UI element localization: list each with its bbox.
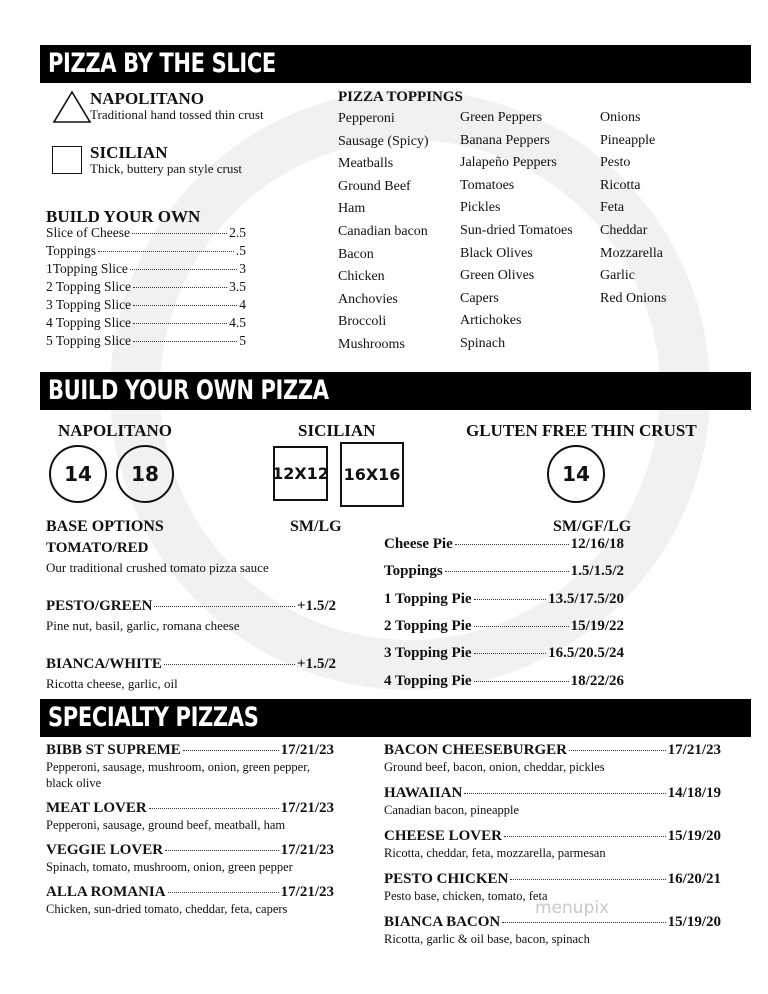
topping-item: Pepperoni	[338, 111, 395, 126]
square-icon	[52, 146, 82, 174]
base-desc: Ricotta cheese, garlic, oil	[46, 676, 178, 691]
specialty-name-row	[46, 884, 334, 901]
dot-leader	[445, 571, 569, 572]
toppings-column	[460, 107, 573, 356]
dot-leader	[510, 879, 665, 880]
triangle-icon	[52, 90, 92, 124]
item-price: 3	[239, 261, 246, 276]
item-price: 18/22/26	[570, 672, 624, 689]
specialty-name-row	[46, 800, 334, 817]
dot-leader	[133, 323, 227, 324]
item-price: 16/20/21	[667, 871, 721, 887]
item-price: 17/21/23	[667, 742, 721, 758]
build-item	[46, 279, 246, 295]
pie-price-row	[384, 618, 624, 635]
item-price: 12/16/18	[570, 536, 624, 552]
specialty-left-column	[46, 742, 334, 917]
specialty-item	[46, 742, 334, 791]
topping-item: Spinach	[460, 335, 506, 351]
base-sizes-heading: SM/LG	[290, 518, 342, 535]
sicilian-size-label: SICILIAN	[298, 421, 376, 440]
item-name: MEAT LOVER	[46, 800, 147, 816]
topping-item: Pesto	[600, 155, 631, 171]
sicilian-label: SICILIAN	[90, 143, 168, 162]
dot-leader	[474, 626, 569, 627]
dot-leader	[504, 836, 666, 837]
topping-item: Ground Beef	[338, 178, 411, 194]
item-price: +1.5/2	[297, 598, 336, 614]
build-item	[46, 261, 246, 277]
specialty-desc: Pepperoni, sausage, mushroom, onion, green pepper, black olive	[46, 760, 311, 790]
pie-price-row	[384, 673, 624, 690]
topping-item: Meatballs	[338, 156, 394, 172]
item-price: 16.5/20.5/24	[548, 645, 624, 662]
dot-leader	[168, 892, 279, 893]
pie-price-row	[384, 563, 624, 580]
specialty-item	[384, 785, 721, 818]
size-16x16-square: 16X16	[340, 442, 404, 507]
watermark-text: menupix	[535, 898, 610, 918]
base-option	[46, 656, 336, 673]
item-name: Cheese Pie	[384, 536, 453, 552]
specialty-item	[384, 828, 721, 861]
topping-item: Tomatoes	[460, 177, 515, 193]
topping-item: Red Onions	[600, 290, 667, 306]
specialty-desc: Pepperoni, sausage, ground beef, meatball, ham	[46, 818, 286, 832]
build-item	[46, 243, 246, 259]
item-price: 2.5	[229, 225, 246, 240]
size-12x12-square: 12X12	[273, 446, 328, 501]
napolitano-size-label: NAPOLITANO	[58, 421, 172, 440]
item-price: 4.5	[229, 315, 246, 330]
specialty-desc: Ricotta, cheddar, feta, mozzarella, parmesan	[384, 846, 606, 860]
toppings-heading: PIZZA TOPPINGS	[338, 89, 463, 105]
build-item	[46, 225, 246, 241]
item-price: .5	[235, 243, 246, 258]
item-name: BIANCA BACON	[384, 914, 501, 930]
item-price: 15/19/20	[667, 914, 721, 930]
specialty-name-row	[384, 742, 721, 759]
dot-leader	[455, 544, 569, 545]
topping-item: Green Peppers	[460, 110, 543, 125]
toppings-column	[338, 108, 429, 357]
item-price: 1.5/1.5/2	[570, 563, 624, 580]
build-item	[46, 297, 246, 313]
item-name: 4 Topping Pie	[384, 672, 472, 689]
specialty-desc: Pesto base, chicken, tomato, feta	[384, 889, 548, 903]
topping-item: Sun-dried Tomatoes	[460, 222, 573, 238]
topping-item: Green Olives	[460, 268, 535, 284]
topping-item: Bacon	[338, 246, 374, 262]
gf-size-14-circle: 14	[547, 445, 605, 503]
dot-leader	[130, 269, 237, 270]
build-item	[46, 315, 246, 331]
topping-item: Ricotta	[600, 177, 641, 193]
dot-leader	[133, 287, 227, 288]
dot-leader	[502, 922, 665, 923]
dot-leader	[133, 341, 237, 342]
specialty-name-row	[384, 828, 721, 845]
specialty-name-row	[46, 842, 334, 859]
item-name: VEGGIE LOVER	[46, 842, 164, 858]
dot-leader	[183, 750, 279, 751]
topping-item: Chicken	[338, 269, 385, 285]
specialty-item	[384, 914, 721, 947]
dot-leader	[98, 251, 234, 252]
topping-item: Cheddar	[600, 222, 648, 238]
item-price: +1.5/2	[297, 656, 336, 672]
topping-item: Jalapeño Peppers	[460, 155, 557, 171]
item-name: 3 Topping Slice	[46, 297, 132, 312]
pie-price-row	[384, 645, 624, 662]
item-name: PESTO/GREEN	[46, 598, 153, 614]
topping-item: Broccoli	[338, 314, 387, 330]
specialty-desc: Ground beef, bacon, onion, cheddar, pickles	[384, 760, 605, 774]
item-price: 17/21/23	[280, 800, 334, 816]
item-name: PESTO CHICKEN	[384, 871, 509, 887]
specialty-item	[384, 742, 721, 775]
item-price: 15/19/20	[667, 828, 721, 844]
topping-item: Mushrooms	[338, 336, 405, 352]
topping-item: Ham	[338, 201, 366, 217]
gluten-free-label: GLUTEN FREE THIN CRUST	[466, 421, 697, 440]
item-name: CHEESE LOVER	[384, 828, 502, 844]
topping-item: Canadian bacon	[338, 223, 428, 239]
size-14-circle: 14	[49, 445, 107, 503]
dot-leader	[474, 681, 569, 682]
section-header-specialty: SPECIALTY PIZZAS	[40, 699, 751, 737]
item-name: BACON CHEESEBURGER	[384, 742, 567, 758]
specialty-item	[46, 884, 334, 917]
section-header-byo: BUILD YOUR OWN PIZZA	[40, 372, 751, 410]
item-price: 5	[239, 333, 246, 348]
specialty-name-row	[384, 871, 721, 888]
toppings-column	[600, 107, 667, 310]
section-header-slice: PIZZA BY THE SLICE	[40, 45, 751, 83]
specialty-desc: Canadian bacon, pineapple	[384, 803, 520, 817]
base-option	[46, 598, 336, 615]
topping-item: Capers	[460, 290, 499, 306]
dot-leader	[149, 808, 279, 809]
dot-leader	[474, 653, 547, 654]
item-name: 4 Topping Slice	[46, 315, 132, 330]
topping-item: Onions	[600, 110, 641, 125]
topping-item: Anchovies	[338, 291, 398, 307]
specialty-name-row	[46, 742, 334, 759]
topping-item: Black Olives	[460, 245, 533, 261]
base-desc: Pine nut, basil, garlic, romana cheese	[46, 618, 240, 633]
item-price: 15/19/22	[570, 617, 624, 634]
item-name: 1Topping Slice	[46, 261, 128, 276]
specialty-desc: Chicken, sun-dried tomato, cheddar, feta, capers	[46, 902, 288, 916]
item-price: 17/21/23	[280, 842, 334, 858]
item-name: Toppings	[46, 243, 97, 258]
specialty-item	[46, 800, 334, 833]
base-desc: Our traditional crushed tomato pizza sauce	[46, 560, 269, 575]
item-name: BIANCA/WHITE	[46, 656, 162, 672]
specialty-desc: Ricotta, garlic & oil base, bacon, spinach	[384, 932, 590, 946]
topping-item: Feta	[600, 200, 625, 216]
pie-price-row	[384, 591, 624, 608]
item-name: 5 Topping Slice	[46, 333, 132, 348]
item-price: 14/18/19	[667, 785, 721, 801]
specialty-name-row	[384, 785, 721, 802]
item-name: 3 Topping Pie	[384, 645, 472, 662]
pie-sizes-heading: SM/GF/LG	[553, 518, 632, 535]
napolitano-desc: Traditional hand tossed thin crust	[90, 107, 264, 122]
dot-leader	[569, 750, 666, 751]
topping-item: Pineapple	[600, 132, 656, 148]
item-name: 2 Topping Pie	[384, 617, 472, 634]
item-price: 4	[239, 297, 246, 312]
dot-leader	[133, 305, 237, 306]
topping-item: Garlic	[600, 268, 635, 284]
item-price: 3.5	[229, 279, 246, 294]
item-name: 1 Topping Pie	[384, 590, 472, 607]
topping-item: Banana Peppers	[460, 132, 550, 148]
dot-leader	[164, 664, 295, 665]
item-name: ALLA ROMANIA	[46, 884, 166, 900]
specialty-item	[46, 842, 334, 875]
item-name: HAWAIIAN	[384, 785, 463, 801]
pie-price-row	[384, 536, 624, 553]
item-name: Toppings	[384, 563, 443, 580]
size-18-circle: 18	[116, 445, 174, 503]
base-options-heading: BASE OPTIONS	[46, 518, 164, 535]
item-price: 17/21/23	[280, 742, 334, 758]
build-item	[46, 333, 246, 349]
item-name: Slice of Cheese	[46, 225, 130, 240]
topping-item: Pickles	[460, 200, 501, 216]
item-name: 2 Topping Slice	[46, 279, 132, 294]
dot-leader	[464, 793, 665, 794]
topping-item: Sausage (Spicy)	[338, 133, 429, 149]
build-your-own-heading: BUILD YOUR OWN	[46, 207, 201, 226]
dot-leader	[165, 850, 279, 851]
specialty-desc: Spinach, tomato, mushroom, onion, green pepper	[46, 860, 293, 874]
topping-item: Mozzarella	[600, 245, 663, 261]
napolitano-label: NAPOLITANO	[90, 89, 204, 108]
item-price: 13.5/17.5/20	[548, 590, 624, 607]
item-price: 17/21/23	[280, 884, 334, 900]
sicilian-desc: Thick, buttery pan style crust	[90, 161, 242, 176]
base-option: TOMATO/RED	[46, 540, 149, 556]
dot-leader	[132, 233, 227, 234]
dot-leader	[154, 606, 295, 607]
topping-item: Artichokes	[460, 313, 522, 329]
item-name: BIBB ST SUPREME	[46, 742, 181, 758]
dot-leader	[474, 599, 547, 600]
